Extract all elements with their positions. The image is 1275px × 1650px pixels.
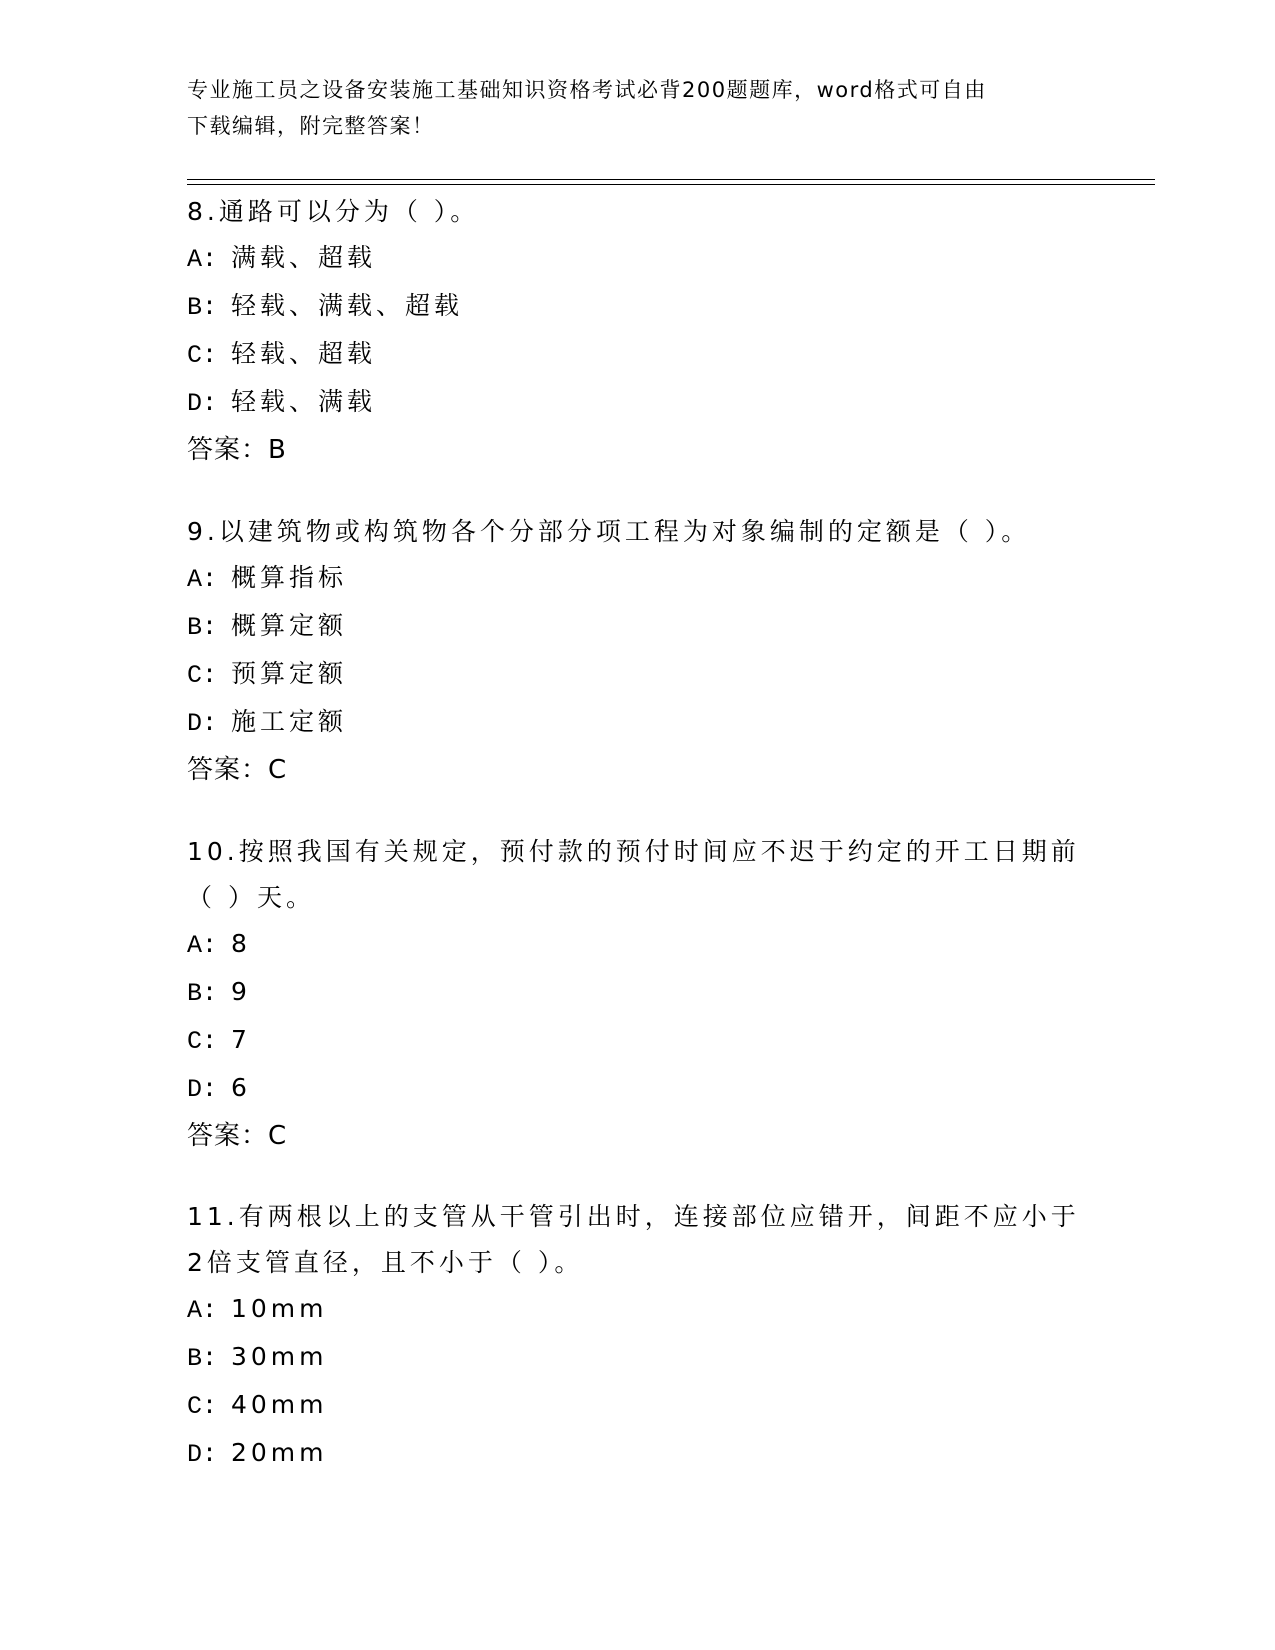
option-a [187,555,1087,603]
option-d [187,1065,1087,1113]
header-divider-top [187,179,1155,180]
answer-line [187,1113,1087,1159]
option-d [187,699,1087,747]
option-text: 20mm [231,1438,328,1467]
option-d [187,379,1087,427]
answer-label: 答案： [187,435,269,465]
option-b [187,1334,1087,1382]
option-text: 满载、超载 [231,243,377,272]
option-c [187,1382,1087,1430]
option-text: 轻载、超载 [231,339,377,368]
option-c [187,1017,1087,1065]
answer-label: 答案： [187,1121,269,1151]
option-letter: C: [187,661,218,690]
option-text: 轻载、满载、超载 [231,291,464,320]
option-letter: B: [187,293,218,322]
header-line-1: 专业施工员之设备安装施工基础知识资格考试必背200题题库，word格式可自由 [187,78,987,102]
option-letter: A: [187,565,218,594]
option-a [187,921,1087,969]
option-a [187,235,1087,283]
header-line-2: 下载编辑，附完整答案！ [187,114,435,138]
option-b [187,603,1087,651]
answer-value: C [268,1121,287,1151]
option-letter: A: [187,931,218,960]
question-stem: 11.有两根以上的支管从干管引出时，连接部位应错开，间距不应小于2倍支管直径，且不小于（ ）。 [187,1202,1080,1277]
question-stem: 10.按照我国有关规定，预付款的预付时间应不迟于约定的开工日期前（ ）天。 [187,837,1080,912]
option-text: 8 [231,929,251,958]
option-letter: A: [187,245,218,274]
option-c [187,651,1087,699]
option-text: 9 [231,977,251,1006]
question-stem: 8.通路可以分为（ ）。 [187,197,480,226]
option-letter: C: [187,1392,218,1421]
option-text: 10mm [231,1294,328,1323]
document-header [187,72,1067,144]
option-c [187,331,1087,379]
question-11 [187,1194,1087,1478]
option-letter: B: [187,613,218,642]
option-letter: A: [187,1296,218,1325]
option-text: 概算定额 [231,611,348,640]
question-10 [187,829,1087,1159]
answer-line [187,747,1087,793]
answer-label: 答案： [187,755,269,785]
answer-line [187,427,1087,473]
option-b [187,969,1087,1017]
option-letter: C: [187,341,218,370]
option-letter: D: [187,709,218,738]
option-text: 概算指标 [231,563,348,592]
option-text: 7 [231,1025,251,1054]
option-text: 预算定额 [231,659,348,688]
option-text: 6 [231,1073,251,1102]
option-letter: D: [187,1075,218,1104]
option-letter: C: [187,1027,218,1056]
option-b [187,283,1087,331]
option-a [187,1286,1087,1334]
option-letter: B: [187,1344,218,1373]
option-d [187,1430,1087,1478]
question-stem: 9.以建筑物或构筑物各个分部分项工程为对象编制的定额是（ ）。 [187,517,1031,546]
question-8 [187,189,1087,473]
option-text: 轻载、满载 [231,387,377,416]
option-letter: B: [187,979,218,1008]
option-letter: D: [187,389,218,418]
answer-value: B [268,435,286,465]
option-letter: D: [187,1440,218,1469]
answer-value: C [268,755,287,785]
option-text: 30mm [231,1342,328,1371]
header-divider-bottom [187,184,1155,185]
option-text: 施工定额 [231,707,348,736]
option-text: 40mm [231,1390,328,1419]
question-9 [187,509,1087,793]
